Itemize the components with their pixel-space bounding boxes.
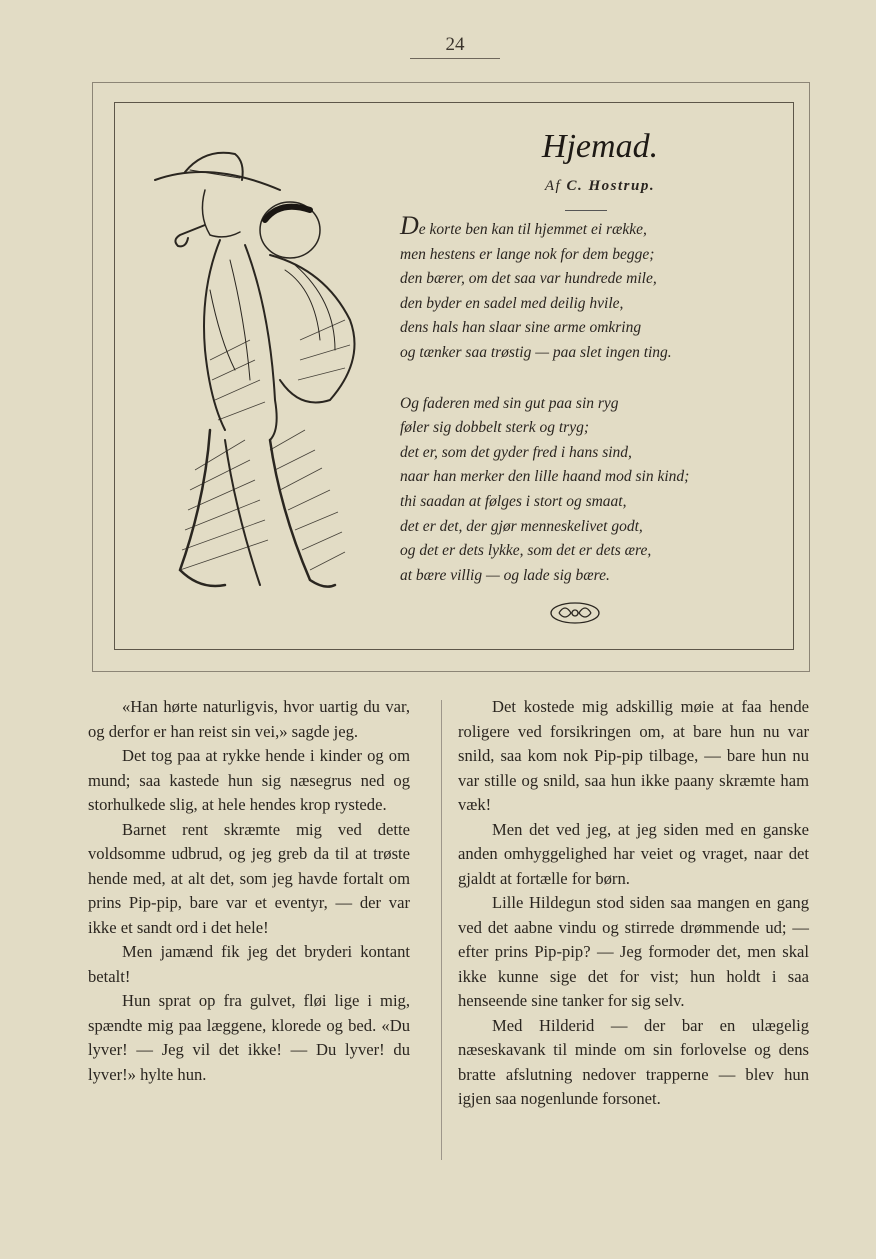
paragraph: Det tog paa at rykke hende i kinder og om mund; saa kastede hun sig næsegrus ned og storhulkede slig, at hele hendes krop rystede. xyxy=(88,746,410,814)
poem-line: det er det, der gjør menneskelivet godt, xyxy=(400,517,643,535)
paragraph: Men det ved jeg, at jeg siden med en ganske anden omhyggelighed har veiet og vraget, naar det gjaldt at fortælle for børn. xyxy=(458,819,809,888)
poem-line: føler sig dobbelt sterk og tryg; xyxy=(400,419,589,437)
poem-line: thi saadan at følges i stort og smaat, xyxy=(400,492,627,510)
poem-author xyxy=(470,178,730,195)
poem-title: Hjemad. xyxy=(541,128,659,165)
right-column xyxy=(458,695,809,1112)
poem-line: Og faderen med sin gut paa sin ryg xyxy=(400,394,619,412)
poem-line: at bære villig — og lade sig bære. xyxy=(400,566,610,584)
page-number: 24 xyxy=(410,34,500,59)
left-column xyxy=(88,695,410,1087)
poem-line: men hestens er lange nok for dem begge; xyxy=(400,245,655,263)
paragraph: Det kostede mig adskillig møie at faa hende roligere ved forsikringen om, at bare hun nu var snild, saa kom nok Pip-pip tilbage, — bare hun nu var stille og snild, saa hun ikke paany skræmte ham væk! xyxy=(458,697,809,814)
drop-cap: D xyxy=(400,211,419,240)
paragraph: Men jamænd fik jeg det bryderi kontant betalt! xyxy=(88,942,410,986)
poem-line: og tænker saa trøstig — paa slet ingen ting. xyxy=(400,343,672,361)
poem-line: det er, som det gyder fred i hans sind, xyxy=(400,443,632,461)
paragraph: «Han hørte naturligvis, hvor uartig du var, og derfor er han reist sin vei,» sagde jeg. xyxy=(88,697,410,741)
father-carrying-child-illustration xyxy=(150,140,380,605)
poem-body xyxy=(400,211,790,588)
poem-line: dens hals han slaar sine arme omkring xyxy=(400,319,642,337)
author-name: C. Hostrup. xyxy=(566,178,656,194)
title-rule xyxy=(565,210,607,211)
poem-line: og det er dets lykke, som det er dets ære, xyxy=(400,542,652,560)
column-divider xyxy=(441,700,442,1160)
poem-line: naar han merker den lille haand mod sin kind; xyxy=(400,468,690,486)
paragraph: Med Hilderid — der bar en ulægelig næseskavank til minde om sin forlovelse og dens bratte afslutning nedover trapperne — blev hun igjen saa nogenlunde forsonet. xyxy=(458,1015,809,1108)
poem-line: den byder en sadel med deilig hvile, xyxy=(400,294,624,312)
paragraph: Barnet rent skræmte mig ved dette voldsomme udbrud, og jeg greb da til at trøste hende med, at alt det, som jeg havde fortalt om prins Pip-pip, bare var et eventyr, — der var ikke et sandt ord i det hele! xyxy=(88,819,410,937)
poem-line: den bærer, om det saa var hundrede mile, xyxy=(400,270,657,288)
paragraph: Hun sprat op fra gulvet, fløi lige i mig, spændte mig paa læggene, klorede og bed. «Du lyver! — Jeg vil det ikke! — Du lyver! du lyver!» hylte hun. xyxy=(88,991,410,1084)
ornament-icon xyxy=(549,600,601,626)
poem-line: De korte ben kan til hjemmet ei række, xyxy=(400,211,647,240)
author-prefix: Af xyxy=(544,178,562,194)
paragraph: Lille Hildegun stod siden saa mangen en gang ved det aabne vindu og stirrede drømmende ud; — efter prins Pip-pip? — Jeg formoder det, men skal ikke kunne sige det for vist; hun holdt i saa henseende sine tanker for sig selv. xyxy=(458,893,809,1010)
